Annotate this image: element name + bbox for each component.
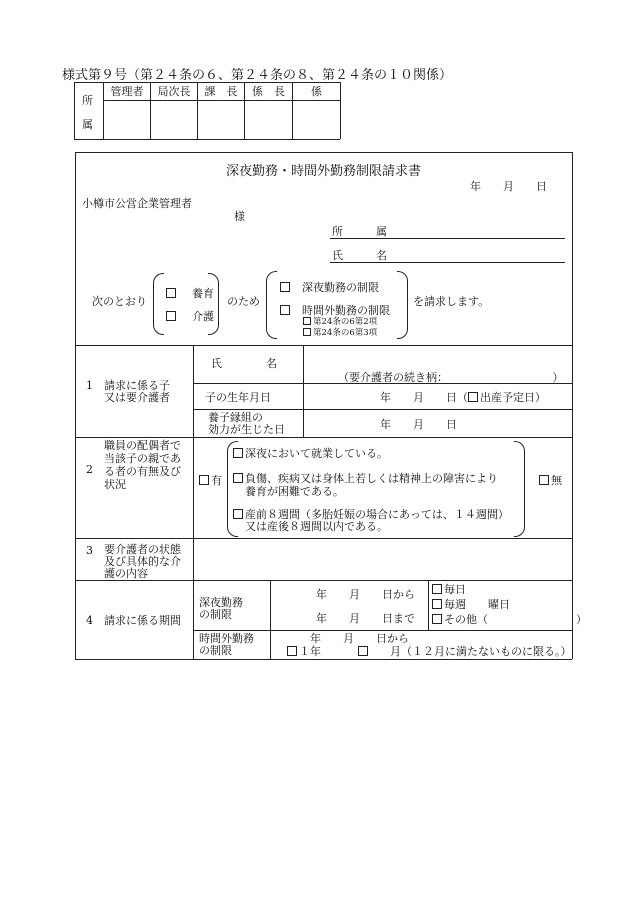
approval-header: 管理者 xyxy=(110,85,144,98)
right-bracket xyxy=(208,273,219,335)
sub-clause-2: 第24条の6第3項 xyxy=(313,328,378,338)
checkbox[interactable] xyxy=(280,282,290,292)
sec2-opt3: 産前８週間（多胎妊娠の場合にあっては、１４週間） xyxy=(245,508,509,521)
sec1-label: 又は要介護者 xyxy=(104,391,170,404)
left-bracket xyxy=(266,271,277,339)
form-title: 深夜勤務・時間外勤務制限請求書 xyxy=(225,164,421,179)
checkbox[interactable] xyxy=(432,599,442,609)
checkbox[interactable] xyxy=(199,475,209,485)
sec4-ot-from: 年 月 日から xyxy=(310,632,409,645)
checkbox[interactable] xyxy=(303,328,311,336)
checkbox[interactable] xyxy=(468,392,478,402)
intro-prefix: 次のとおり xyxy=(92,295,147,308)
checkbox[interactable] xyxy=(166,311,176,321)
sec4-ot-year: １年 xyxy=(299,645,321,658)
sec4-ot-month: 月（１２月に満たないものに限る。） xyxy=(390,645,572,658)
affiliation-field[interactable] xyxy=(330,238,565,239)
addressee: 小樽市公営企業管理者 xyxy=(82,197,192,210)
sec2-opt2: 負傷、疾病又は身体上若しくは精神上の障害により xyxy=(245,472,498,485)
sec4-other: その他（ ） xyxy=(444,613,587,626)
honorific: 様 xyxy=(234,210,245,223)
sec4-ot-label: の制限 xyxy=(199,644,232,657)
sec1-birth-label: 子の生年月日 xyxy=(205,391,271,404)
sec1-label: 1 請求に係る子 xyxy=(86,379,170,392)
checkbox[interactable] xyxy=(432,614,442,624)
approval-header: 課 長 xyxy=(204,85,238,98)
sec4-daily: 毎日 xyxy=(444,583,466,596)
limit-overtime: 時間外勤務の制限 xyxy=(302,304,390,317)
approval-side-label: 属 xyxy=(82,118,93,131)
affiliation-label: 所 属 xyxy=(332,225,387,238)
sec1-name-label: 氏 名 xyxy=(211,357,277,370)
sec2-label: 職員の配偶者で 当該子の親であ る者の有無及び 状況 xyxy=(104,439,181,491)
reason-childcare: 養育 xyxy=(192,287,214,300)
sec2-opt1: 深夜において就業している。 xyxy=(245,447,388,460)
checkbox[interactable] xyxy=(303,317,311,325)
sec2-opt3-cont: 又は産後８週間以内である。 xyxy=(245,520,388,533)
approval-header: 係 長 xyxy=(252,85,285,98)
sec1-adopt-label: 養子縁組の xyxy=(208,411,263,424)
sec3-num: 3 xyxy=(86,544,93,557)
limit-night: 深夜勤務の制限 xyxy=(302,281,379,294)
checkbox[interactable] xyxy=(432,584,442,594)
sec2-num: 2 xyxy=(86,463,93,476)
approval-header: 係 xyxy=(311,85,322,98)
checkbox[interactable] xyxy=(539,475,549,485)
sec4-weekly: 毎週 曜日 xyxy=(444,598,510,611)
sec2-opt2-cont: 養育が困難である。 xyxy=(245,485,344,498)
sec1-relation: （要介護者の続き柄： ） xyxy=(338,371,564,384)
sec4-night-label: 深夜勤務 xyxy=(199,596,243,609)
sec4-label: 4 請求に係る期間 xyxy=(86,614,181,627)
sec1-adopt-label: 効力が生じた日 xyxy=(208,423,285,436)
sec1-due-date: 出産予定日） xyxy=(480,391,546,404)
sec1-birth-value: 年 月 日（ xyxy=(380,391,468,404)
form-number: 様式第９号（第２４条の６、第２４条の８、第２４条の１０関係） xyxy=(62,68,453,83)
approval-header: 局次長 xyxy=(157,85,191,98)
name-field[interactable] xyxy=(330,262,565,263)
checkbox[interactable] xyxy=(287,646,297,656)
sec2-no: 無 xyxy=(551,474,562,487)
sec4-from: 年 月 日から xyxy=(316,588,415,601)
approval-side-label: 所 xyxy=(82,94,93,107)
checkbox[interactable] xyxy=(166,288,176,298)
sec4-to: 年 月 日まで xyxy=(316,612,415,625)
name-label: 氏 名 xyxy=(332,249,387,262)
sec4-night-label: の制限 xyxy=(199,608,232,621)
sub-clause-1: 第24条の6第2項 xyxy=(313,317,378,327)
checkbox[interactable] xyxy=(358,646,368,656)
date-line: 年 月 日 xyxy=(470,180,547,193)
sec3-label: 要介護者の状態 及び具体的な介 護の内容 xyxy=(104,543,181,580)
checkbox[interactable] xyxy=(233,509,243,519)
sec4-ot-label: 時間外勤務 xyxy=(199,632,254,645)
right-bracket xyxy=(397,271,408,339)
reason-nursing: 介護 xyxy=(192,310,214,323)
left-bracket xyxy=(153,273,164,335)
checkbox[interactable] xyxy=(233,473,243,483)
checkbox[interactable] xyxy=(280,305,290,315)
sec2-yes: 有 xyxy=(211,474,222,487)
right-bracket xyxy=(514,441,525,537)
checkbox[interactable] xyxy=(233,448,243,458)
sec1-adopt-value: 年 月 日 xyxy=(380,418,457,431)
intro-suffix: を請求します。 xyxy=(413,295,490,308)
intro-mid: のため xyxy=(227,295,260,308)
